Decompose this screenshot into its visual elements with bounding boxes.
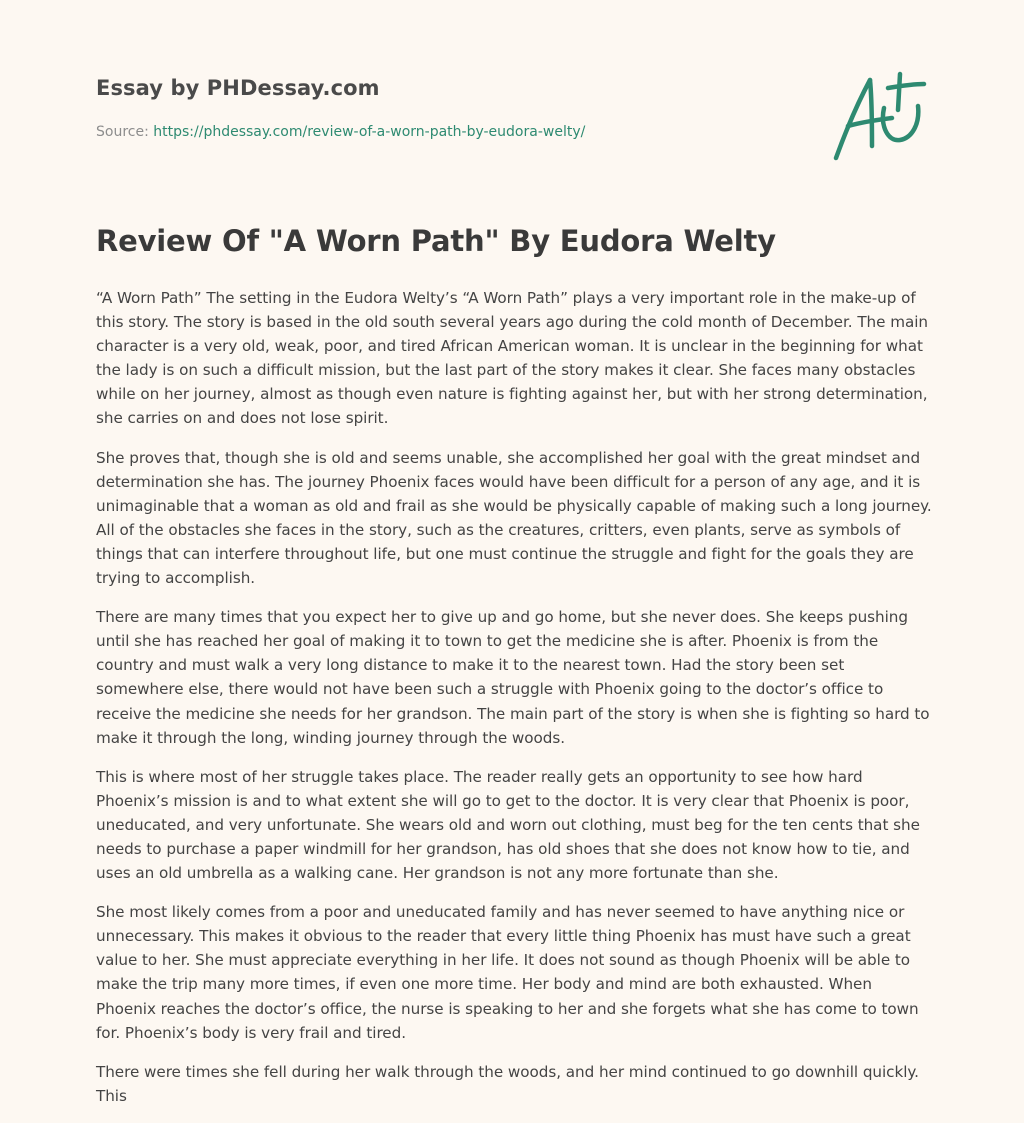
source-line bbox=[96, 124, 585, 140]
paragraph: This is where most of her struggle takes place. The reader really gets an opportunity to see how hard Phoenix’s mission is and to what extent she will go to get to the doctor. It is very clear that Phoenix is poor, uneducated, and very unfortunate. She wears old and worn out clothing, must beg for the ten cents that she needs to purchase a paper windmill for her grandson, has old shoes that she does not know how to tie, and uses an old umbrella as a walking cane. Her grandson is not any more fortunate than she. bbox=[96, 767, 920, 883]
paragraph: There were times she fell during her walk through the woods, and her mind continued to go downhill quickly. This bbox=[96, 1062, 919, 1105]
paragraph: “A Worn Path” The setting in the Eudora Welty’s “A Worn Path” plays a very important role in the make-up of this story. The story is based in the old south several years ago during the cold month of December. The main character is a very old, weak, poor, and tired African American woman. It is unclear in the beginning for what the lady is on such a difficult mission, but the last part of the story makes it clear. She faces many obstacles while on her journey, almost as though even nature is fighting against her, but with her strong determination, she carries on and does not lose spirit. bbox=[96, 289, 928, 428]
source-label: Source: bbox=[96, 124, 149, 140]
source-link[interactable]: https://phdessay.com/review-of-a-worn-path-by-eudora-welty/ bbox=[153, 124, 586, 140]
a-plus-logo-icon bbox=[826, 66, 930, 166]
paragraph: She most likely comes from a poor and uneducated family and has never seemed to have anything nice or unnecessary. This makes it obvious to the reader that every little thing Phoenix has must have such a great value to her. She must appreciate everything in her life. It does not sound as though Phoenix will be able to make the trip many more times, if even one more time. Her body and mind are both exhausted. When Phoenix reaches the doctor’s office, the nurse is speaking to her and she forgets what she has come to town for. Phoenix’s body is very frail and tired. bbox=[96, 903, 919, 1042]
paragraph: There are many times that you expect her to give up and go home, but she never does. She keeps pushing until she has reached her goal of making it to town to get the medicine she is after. Phoenix is from the country and must walk a very long distance to make it to the nearest town. Had the story been set somewhere else, there would not have been such a struggle with Phoenix going to the doctor’s office to receive the medicine she needs for her grandson. The main part of the story is when she is fighting so hard to make it through the long, winding journey through the woods. bbox=[96, 608, 930, 747]
article-body bbox=[96, 286, 932, 1123]
brand-title: Essay by PHDessay.com bbox=[96, 76, 380, 100]
page-header bbox=[96, 0, 928, 190]
article-title: Review Of "A Worn Path" By Eudora Welty bbox=[96, 224, 776, 258]
paragraph: She proves that, though she is old and seems unable, she accomplished her goal with the great mindset and determination she has. The journey Phoenix faces would have been difficult for a person of any age, and it is unimaginable that a woman as old and frail as she would be physically capable of making such a long journey. All of the obstacles she faces in the story, such as the creatures, critters, even plants, serve as symbols of things that can interfere throughout life, but one must continue the struggle and fight for the goals they are trying to accomplish. bbox=[96, 448, 932, 588]
